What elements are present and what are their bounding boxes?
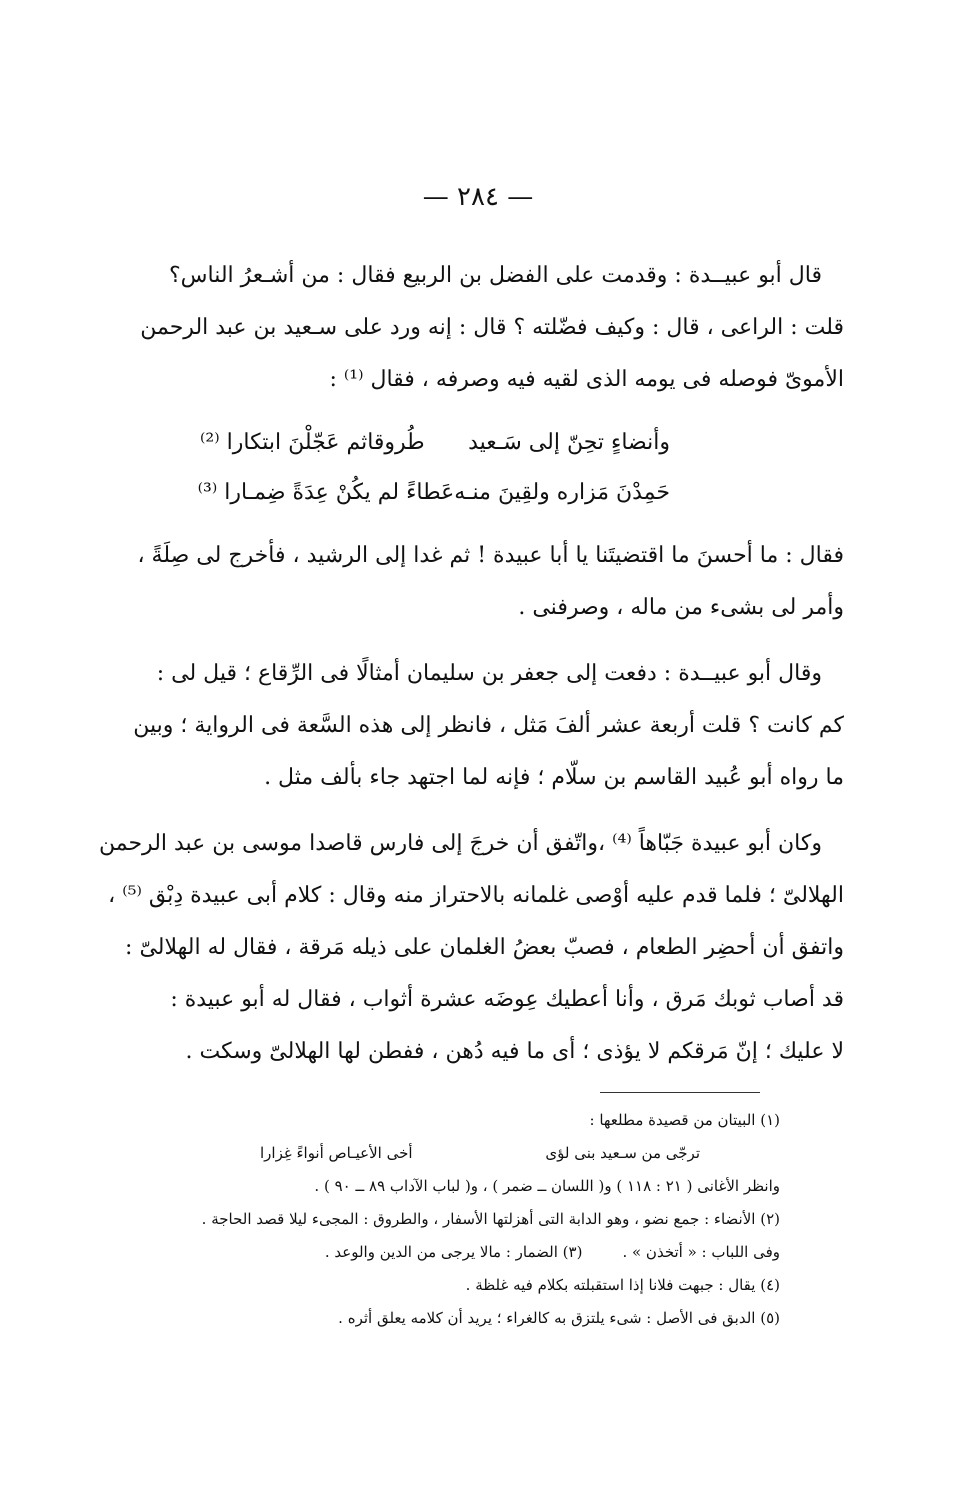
footnote-3: (٣) الضمار : مالا يرجى من الدين والوعد . xyxy=(324,1243,583,1261)
verse-first-hemistich: حَمِدْنَ مَزاره ولقِينَ منـه xyxy=(454,480,670,505)
footnote-5: (٥) الدبق فى الأصل : شىء يلتزق به كالغراء ؛ يريد أن كلامه يعلق أثره . xyxy=(338,1309,780,1327)
footnote-1: (١) البيتان من قصيدة مطلعها : xyxy=(589,1111,780,1129)
footnotes xyxy=(150,1104,780,1335)
text-line: وقال أبو عبيــدة : دفعت إلى جعفر بن سليمان أمثالًا فى الرِّقاع ؛ قيل لى : xyxy=(156,661,822,686)
text-line: قلت : الراعى ، قال : وكيف فضّلته ؟ قال : إنه ورد على سـعيد بن عبد الرحمن xyxy=(140,315,844,340)
footnote-verse-first: ترجّى من سـعيد بنى لؤى xyxy=(545,1144,700,1162)
text-line: لا عليك ؛ إنّ مَرقكم لا يؤذى ؛ أى ما فيه دُهن ، ففطن لها الهلالىّ وسكت . xyxy=(185,1039,844,1064)
footnote-2: (٢) الأنضاء : جمع نضو ، وهو الدابة التى أهزلتها الأسفار ، والطروق : المجىء ليلا قصد الحاجة . xyxy=(201,1210,780,1228)
text-line: الأموىّ فوصله فى يومه الذى لقيه فيه وصرفه ، فقال ⁽¹⁾ : xyxy=(329,367,844,392)
paragraph-2 xyxy=(118,530,844,634)
text-line: كم كانت ؟ قلت أربعة عشر ألفَ مَثل ، فانظر إلى هذه السَّعة فى الرواية ؛ وبين xyxy=(133,713,844,738)
verse-line xyxy=(197,468,670,518)
text-line: وأمر لى بشىء من ماله ، وصرفنى . xyxy=(518,595,844,620)
verse-line xyxy=(200,418,670,468)
verse-second-hemistich: عَطاءً لم يكُنْ عِدَةً ضِمـارا ⁽³⁾ xyxy=(197,480,455,505)
footnote-2-continued: وفى اللباب : « أتخذن » . xyxy=(622,1243,780,1261)
verse-first-hemistich: وأنضاءٍ تحِنّ إلى سَـعيد xyxy=(468,430,670,455)
text-line: وكان أبو عبيدة جَبّاهاً ⁽⁴⁾ ،واتّفق أن خرجَ إلى فارس قاصدا موسى بن عبد الرحمن xyxy=(98,831,822,856)
text-line: قال أبو عبيــدة : وقدمت على الفضل بن الربيع فقال : من أشـعرُ الناس؟ xyxy=(168,263,822,288)
footnote-verse-second: أخى الأعيـاص أنواءً غِزارا xyxy=(260,1144,413,1162)
text-line: فقال : ما أحسنَ ما اقتضيتَنا يا أبا عبيدة ! ثم غدا إلى الرشيد ، فأخرج لى صِلَةً ، xyxy=(137,543,844,568)
verse-second-hemistich: طُروقاثم عَجّلْنَ ابتكارا ⁽²⁾ xyxy=(200,430,425,455)
footnote-1-verse xyxy=(260,1137,700,1170)
text-line: قد أصاب ثوبك مَرق ، وأنا أعطيك عِوضَه عشرة أثواب ، فقال له أبو عبيدة : xyxy=(170,987,844,1012)
poem-verses xyxy=(197,418,670,518)
footnote-2-3-line xyxy=(150,1236,780,1269)
text-line: واتفق أن أحضِر الطعام ، فصبّ بعضُ الغلمان على ذيله مَرقة ، فقال له الهلالىّ : xyxy=(125,935,844,960)
paragraph-3 xyxy=(118,648,844,804)
text-line: ما رواه أبو عُبيد القاسم بن سلّام ؛ فإنه لما اجتهد جاء بألف مثل . xyxy=(264,765,844,790)
page-number: — ٢٨٤ — xyxy=(422,182,534,212)
footnote-1-reference: وانظر الأغانى ( ٢١ : ١١٨ ) و( اللسان ــ ضمر ) ، و( لباب الآداب ٨٩ ــ ٩٠ ) . xyxy=(314,1177,780,1195)
text-line: الهلالىّ ؛ فلما قدم عليه أوْصى غلمانه بالاحتراز منه وقال : كلام أبى عبيدة دِبْق ⁽⁵⁾ ، xyxy=(108,883,844,908)
paragraph-4 xyxy=(98,818,844,1078)
footnote-divider xyxy=(600,1092,760,1093)
paragraph-1 xyxy=(118,250,844,406)
footnote-4: (٤) يقال : جبهت فلانا إذا استقبلته بكلام فيه غلظة . xyxy=(465,1276,780,1294)
